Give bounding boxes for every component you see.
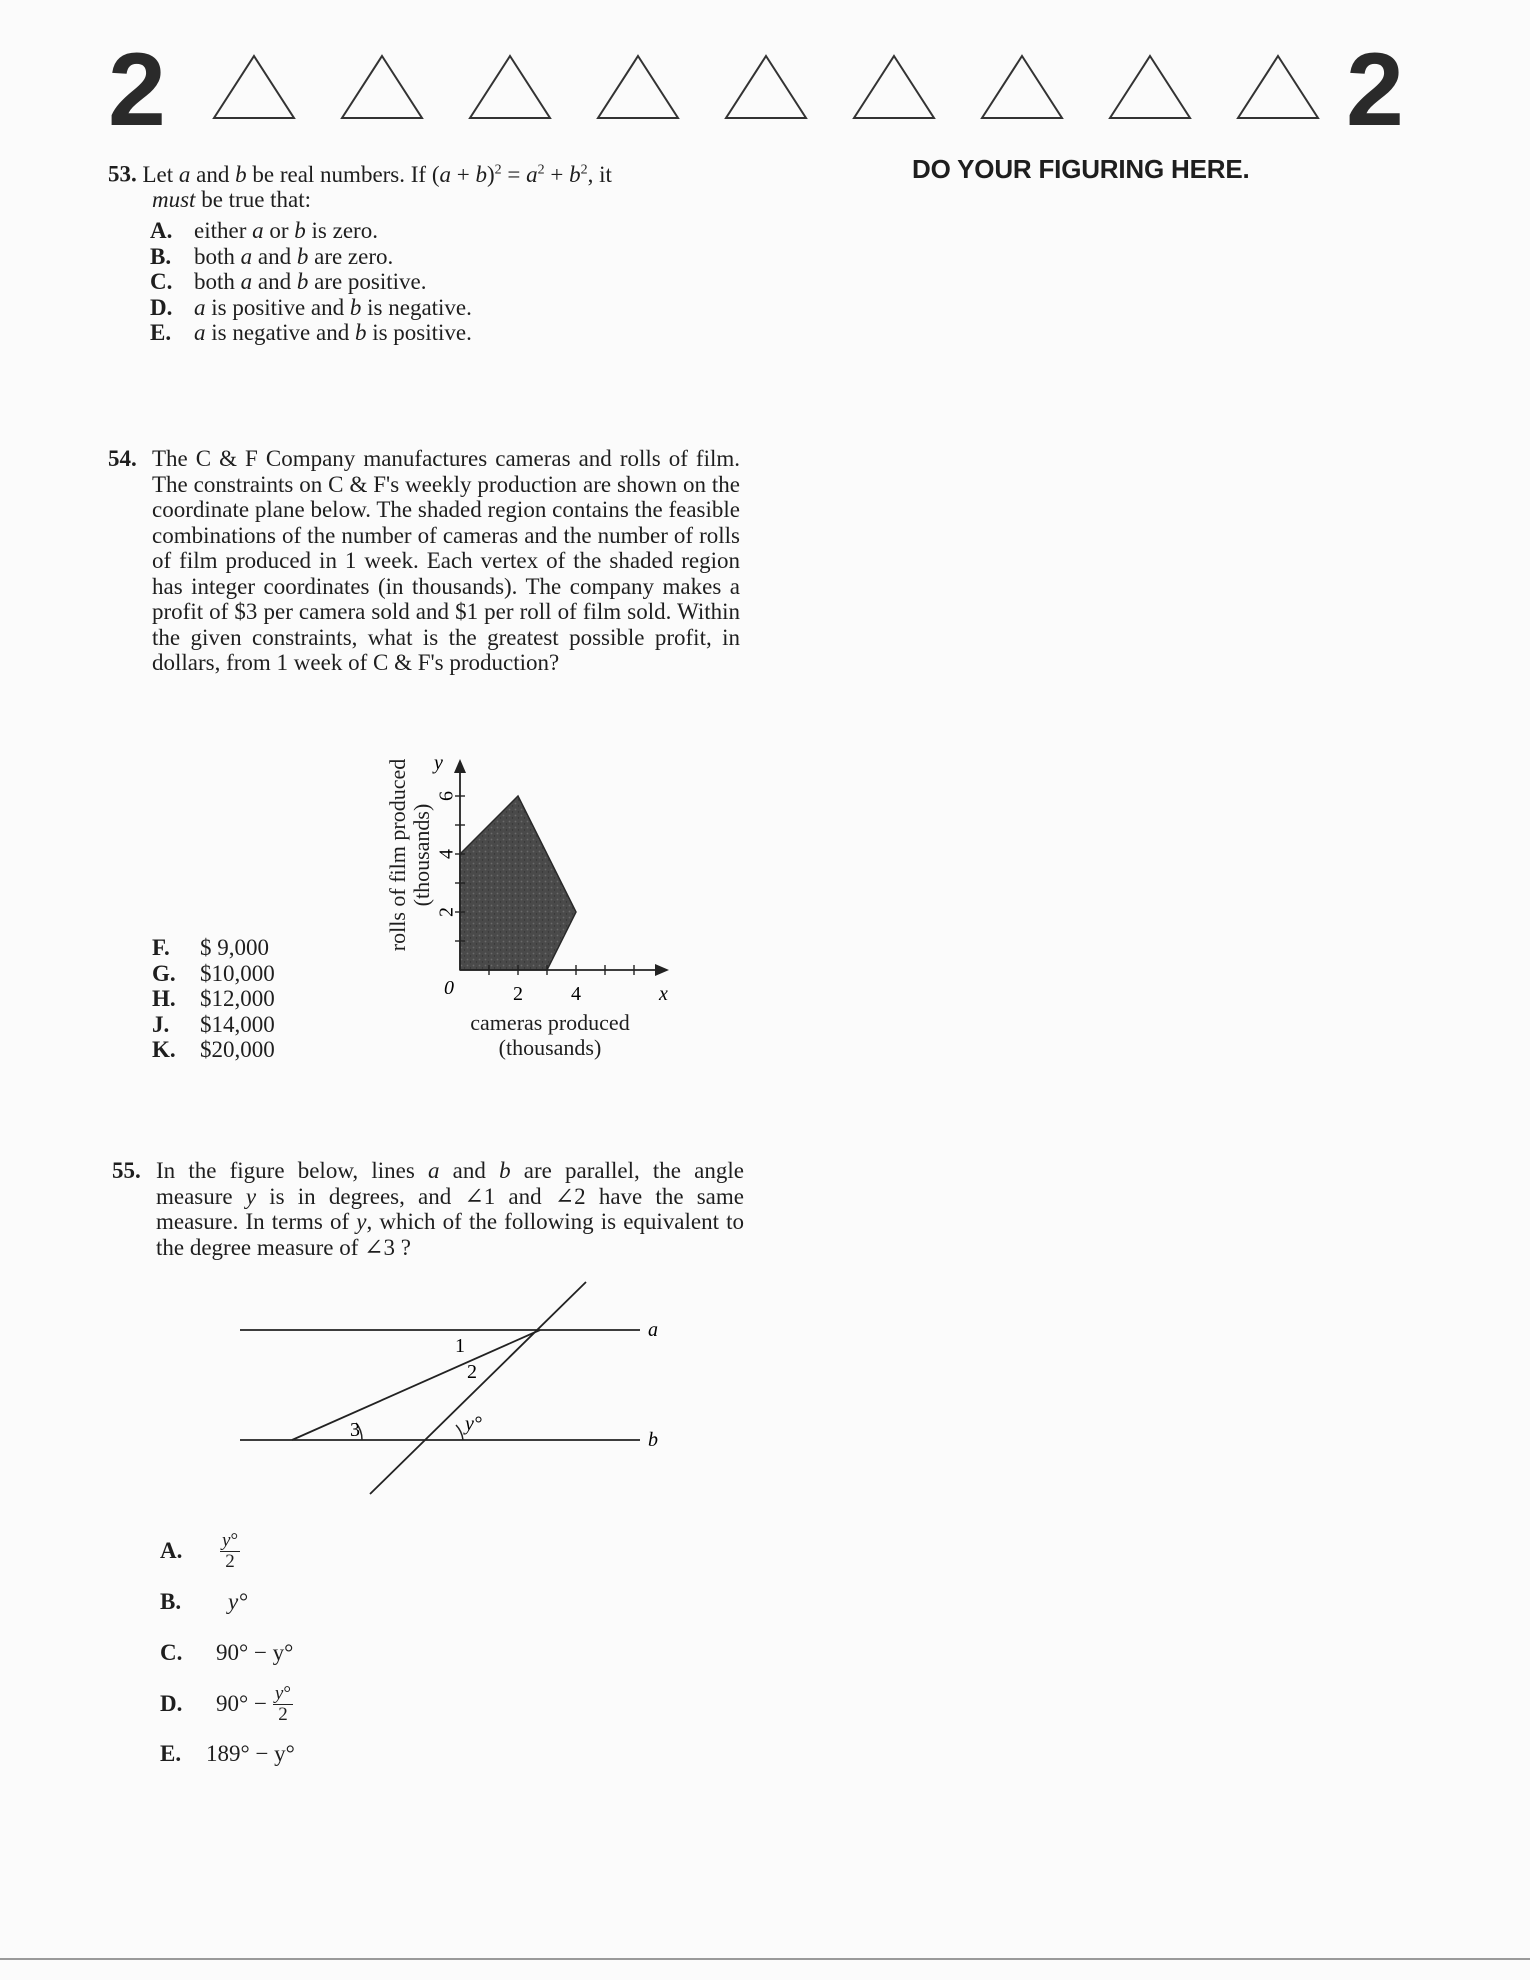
triangle-outline-icon — [1106, 52, 1194, 122]
answer-choice-a[interactable]: A. $\frac{y^\circ}{2}$ — [160, 1529, 239, 1572]
triangle-outline-icon — [722, 52, 810, 122]
y-tick-label: 4 — [435, 849, 458, 859]
triangle-outline-icon — [978, 52, 1066, 122]
question-55-text: In the figure below, lines a and b are parallel, the angle measure y is in degrees, and ∠1 and ∠2 have the same measure. In terms of y, which of the following is equivalent to the degree measure of ∠3 ? — [156, 1158, 744, 1260]
triangle-outline-icon — [466, 52, 554, 122]
answer-choice-c[interactable]: C. both a and b are positive. — [150, 269, 427, 294]
question-53 — [108, 157, 740, 213]
answer-choice-g[interactable]: G. $10,000 — [152, 960, 275, 986]
angle-y-label: y° — [465, 1413, 482, 1435]
section-number-right: 2 — [1346, 32, 1404, 148]
angle-1-label: 1 — [455, 1335, 465, 1357]
answer-choice-b[interactable]: B. both a and b are zero. — [150, 243, 394, 269]
triangle-outline-icon — [594, 52, 682, 122]
y-tick-label: 2 — [435, 907, 458, 917]
y-axis-arrow — [454, 759, 466, 773]
answer-choice-e[interactable]: E. 189° − y° — [160, 1741, 295, 1767]
question-55-choices — [160, 1526, 460, 1778]
answer-choice-k[interactable]: K. $20,000 — [152, 1037, 275, 1062]
question-54-choices — [152, 935, 352, 1063]
question-54-text: The C & F Company manufactures cameras and rolls of film. The constraints on C & F's weekly production are shown on the coordinate plane below. The shaded region contains the feasible combinations of the number of cameras and the number of rolls of film produced in 1 week. Each vertex of the shaded region has integer coordinates (in thousands). The company makes a profit of $3 per camera sold and $1 per roll of film sold. Within the given constraints, what is the greatest possible profit, in dollars, from 1 week of C & F's production? — [152, 446, 740, 675]
question-55 — [112, 1158, 744, 1260]
y-axis-letter: y — [434, 752, 443, 774]
figuring-label: DO YOUR FIGURING HERE. — [912, 154, 1250, 184]
answer-choice-h[interactable]: H. $12,000 — [152, 986, 275, 1011]
angle-2-label: 2 — [467, 1361, 477, 1383]
question-53-choices — [150, 218, 710, 346]
triangle-outline-icon — [850, 52, 938, 122]
angle-3-label: 3 — [350, 1419, 360, 1441]
question-number: 54. — [108, 446, 137, 471]
question-53-text: Let a and b be real numbers. If $(a + b)^2 = a^2 + b^2$, it must be true that: — [142, 161, 612, 213]
line-b-label: b — [648, 1429, 658, 1451]
triangle-outline-icon — [338, 52, 426, 122]
x-axis-title: cameras produced (thousands) — [470, 1010, 630, 1060]
answer-choice-f[interactable]: F. $ 9,000 — [152, 935, 269, 960]
answer-choice-a[interactable]: A. either a or b is zero. — [150, 218, 378, 243]
question-number: 55. — [112, 1158, 141, 1183]
line-a-label: a — [648, 1319, 658, 1341]
question-54 — [108, 446, 740, 676]
origin-label: 0 — [444, 977, 454, 999]
answer-choice-e[interactable]: E. a is negative and b is positive. — [150, 320, 472, 345]
x-tick-label: 2 — [513, 983, 523, 1005]
feasible-region — [460, 796, 576, 970]
triangle-row — [210, 52, 1330, 124]
triangle-outline-icon — [210, 52, 298, 122]
section-number-left: 2 — [108, 32, 166, 148]
x-tick-label: 4 — [571, 983, 581, 1005]
answer-choice-c[interactable]: C. 90° − y° — [160, 1640, 294, 1666]
answer-choice-b[interactable]: B. y° — [160, 1589, 248, 1615]
answer-choice-d[interactable]: D. a is positive and b is negative. — [150, 294, 472, 320]
triangle-outline-icon — [1234, 52, 1322, 122]
answer-choice-j[interactable]: J. $14,000 — [152, 1011, 275, 1037]
x-axis-arrow — [655, 964, 669, 976]
parallel-lines-figure — [230, 1270, 680, 1510]
answer-choice-d[interactable]: D. 90° − $\frac{y^\circ}{2}$ — [160, 1682, 291, 1725]
page-bottom-rule — [0, 1958, 1530, 1960]
y-tick-label: 6 — [435, 791, 458, 801]
question-number: 53. — [108, 161, 137, 187]
x-axis-letter: x — [659, 983, 668, 1005]
diagonal-line — [292, 1330, 540, 1440]
angle-y-arc — [456, 1425, 463, 1440]
transversal-line — [370, 1282, 586, 1494]
